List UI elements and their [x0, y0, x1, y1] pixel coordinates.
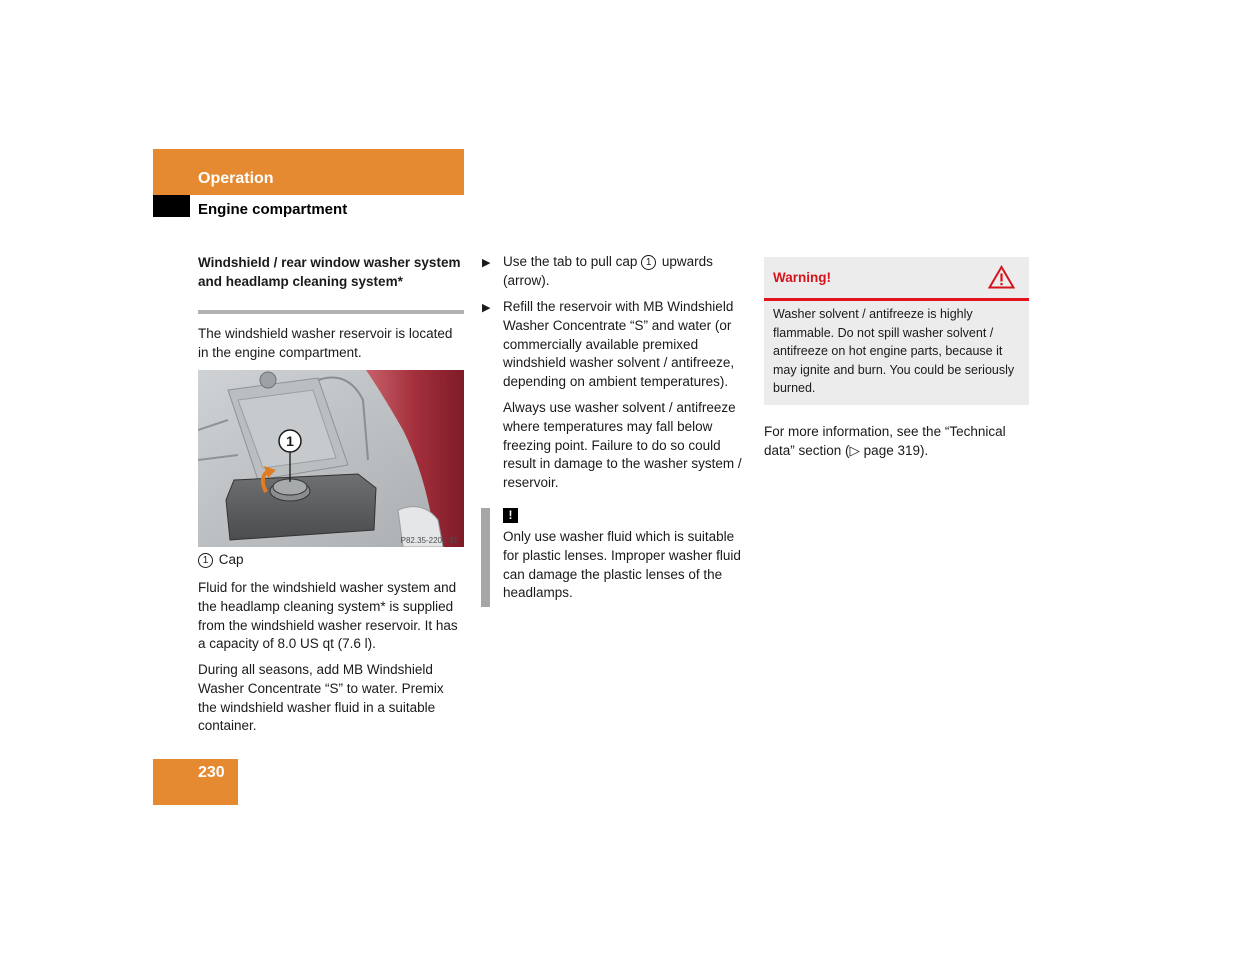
topic-heading: Windshield / rear window washer system and headlamp cleaning system* — [198, 255, 461, 289]
note-text: Only use washer fluid which is suitable for plastic lenses. Improper washer fluid can damage the plastic lenses of the headlamps. — [503, 529, 741, 601]
section-title: Operation — [198, 170, 274, 187]
subsection-title: Engine compartment — [198, 201, 348, 218]
legend-label: Cap — [218, 552, 244, 567]
figure-code: P82.35-2200-31 — [400, 536, 458, 545]
bullet-icon: ▶ — [482, 257, 491, 269]
intro-paragraph: The windshield washer reservoir is located in the engine compartment. — [198, 326, 453, 360]
step-refill: Refill the reservoir with MB Windshield Washer Concentrate “S” and water (or commercially available premixed windshield washer solvent / antifreeze, depending on ambient temperatures). — [503, 299, 735, 390]
step-pull-cap — [503, 253, 751, 291]
capacity-paragraph: Fluid for the windshield washer system and the headlamp cleaning system* is supplied from the windshield washer reservoir. It has a capacity of 8.0 US qt (7.6 l). — [198, 580, 458, 652]
figure-legend — [198, 552, 244, 568]
step1-text: Use the tab to pull cap — [503, 254, 638, 269]
page-number-box — [153, 759, 238, 805]
heading-rule — [198, 310, 464, 314]
bullet-icon: ▶ — [482, 302, 491, 314]
warning-rule — [764, 298, 1029, 301]
step-refill-note: Always use washer solvent / antifreeze where temperatures may fall below freezing point. Failure to do so could result in damage to the washer system / reservoir. — [503, 400, 742, 491]
engine-compartment-illustration — [198, 370, 464, 547]
more-info-paragraph: For more information, see the “Technical data” section (▷ page 319). — [764, 424, 1006, 458]
legend-number: 1 — [198, 553, 213, 568]
warning-text: Washer solvent / antifreeze is highly flammable. Do not spill washer solvent / antifreeze on hot engine parts, because it may ignite and burn. You could be seriously burned. — [773, 307, 1015, 396]
header-marker — [153, 195, 190, 217]
step1-number: 1 — [641, 255, 656, 270]
warning-title: Warning! — [773, 270, 831, 285]
step1-text-end: upwards (arrow). — [503, 254, 713, 288]
figure-callout: 1 — [286, 433, 294, 449]
page-number: 230 — [198, 764, 225, 781]
warning-triangle-icon — [988, 265, 1015, 289]
note-bar — [481, 508, 490, 607]
seasons-paragraph: During all seasons, add MB Windshield Washer Concentrate “S” to water. Premix the windshield washer fluid in a suitable container. — [198, 662, 444, 734]
exclamation-icon: ! — [503, 508, 518, 523]
